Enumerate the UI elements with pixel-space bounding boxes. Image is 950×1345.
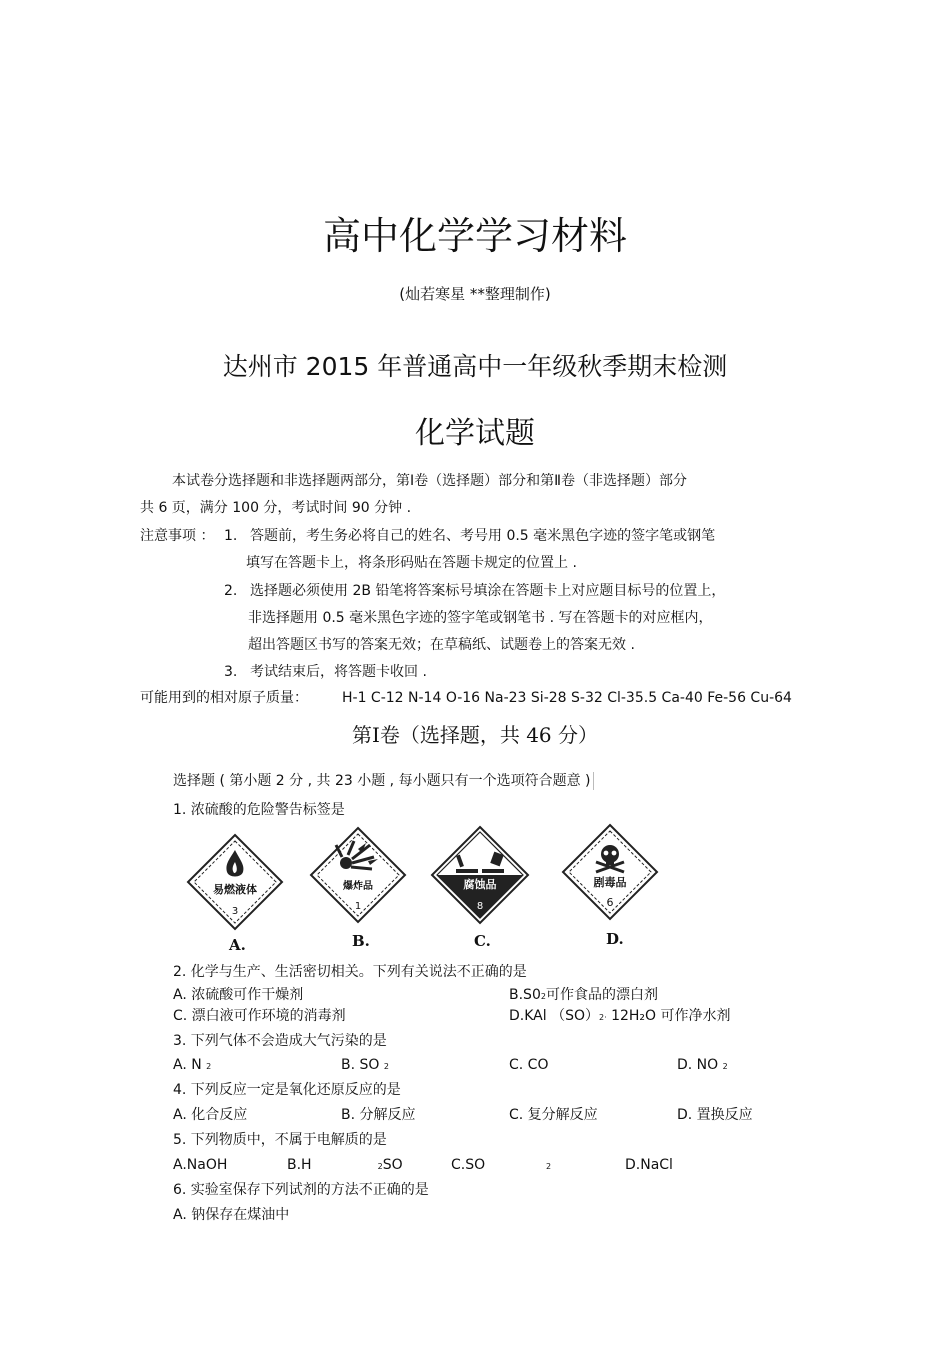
note-2-line-a: 选择题必须使用 2B 铅笔将答案标号填涂在答题卡上对应题目标号的位置上， (250, 583, 726, 599)
note-2-line-c: 超出答题区书写的答案无效；在草稿纸、试题卷上的答案无效 . (248, 637, 635, 653)
q1-option-c-text: 腐蚀品 (463, 878, 497, 891)
notes-label: 注意事项 ： (140, 528, 215, 544)
q3-option-a (173, 1056, 211, 1076)
q2-option-d-sub: 2· (599, 1013, 607, 1022)
q3-option-a-sub: 2 (206, 1062, 212, 1071)
q1-option-d-letter: D. (606, 930, 624, 948)
intro-line-2: 共 6 页，满分 100 分，考试时间 90 分钟 . (140, 500, 412, 516)
q3-option-d-pre: D. NO (677, 1057, 719, 1073)
q2-option-d-post: 12H₂O 可作净水剂 (606, 1008, 731, 1024)
q2-option-b-sub: 2 (540, 992, 546, 1001)
q5-stem: 5. 下列物质中，不属于电解质的是 (173, 1132, 387, 1148)
q5-option-c: C.SO (451, 1157, 486, 1173)
section-instructions: 选择题 ( 第小题 2 分 , 共 23 小题 , 每小题只有一个选项符合题意 ) (173, 772, 594, 790)
q4-option-d: D. 置换反应 (677, 1107, 753, 1123)
note-2-line-b: 非选择题用 0.5 毫米黑色字迹的签字笔或钢笔书 . 写在答题卡的对应框内， (248, 610, 713, 626)
q1-option-c-label (430, 825, 530, 925)
q3-stem: 3. 下列气体不会造成大气污染的是 (173, 1033, 387, 1049)
q1-stem: 1. 浓硫酸的危险警告标签是 (173, 802, 345, 818)
subject-title: 化学试题 (415, 416, 535, 451)
q5-option-a: A.NaOH (173, 1157, 228, 1173)
q5-option-b (287, 1156, 403, 1176)
atomic-masses-values: H-1 C-12 N-14 O-16 Na-23 Si-28 S-32 Cl-35.5 Ca-40 Fe-56 Cu-64 (342, 690, 792, 706)
note-3-line-a: 考试结束后，将答题卡收回 . (250, 664, 427, 680)
q5-option-d: D.NaCl (625, 1157, 673, 1173)
q5-option-b-pre: B.H (287, 1157, 312, 1173)
q1-option-b-label (308, 825, 408, 925)
q1-option-d-label (560, 822, 660, 922)
q2-option-b-post: 可作食品的漂白剂 (545, 987, 658, 1003)
q2-option-d (509, 1007, 731, 1027)
q1-option-a-letter: A. (229, 936, 246, 954)
q4-option-c: C. 复分解反应 (509, 1107, 598, 1123)
q1-option-a-label (185, 832, 285, 932)
q2-option-b-pre: B.S0 (509, 987, 541, 1003)
q5-option-b-sub: 2 (377, 1162, 383, 1171)
q4-stem: 4. 下列反应一定是氧化还原反应的是 (173, 1082, 401, 1098)
section-title: 第Ⅰ卷（选择题，共 46 分） (351, 723, 599, 747)
q4-option-a: A. 化合反应 (173, 1107, 248, 1123)
q6-stem: 6. 实验室保存下列试剂的方法不正确的是 (173, 1182, 429, 1198)
q2-option-a: A. 浓硫酸可作干燥剂 (173, 987, 304, 1003)
q1-option-d-num: 6 (606, 896, 614, 909)
q1-option-b-num: 1 (354, 901, 362, 912)
q4-option-b: B. 分解反应 (341, 1107, 416, 1123)
q2-option-c: C. 漂白液可作环境的消毒剂 (173, 1008, 346, 1024)
q5-option-b-post: SO (382, 1157, 403, 1173)
q6-option-a: A. 钠保存在煤油中 (173, 1207, 290, 1223)
q2-option-d-pre: D.KAl （SO） (509, 1008, 599, 1024)
q3-option-b (341, 1056, 389, 1076)
note-2-number: 2. (224, 583, 238, 599)
q2-stem: 2. 化学与生产、生活密切相关。下列有关说法不正确的是 (173, 964, 527, 980)
q3-option-a-pre: A. N (173, 1057, 202, 1073)
note-1-line-b: 填写在答题卡上，将条形码贴在答题卡规定的位置上 . (246, 555, 577, 571)
q1-option-c-num: 8 (476, 901, 484, 912)
main-title: 高中化学学习材料 (322, 214, 627, 258)
q3-option-b-sub: 2 (383, 1062, 389, 1071)
exam-title: 达州市 2015 年普通高中一年级秋季期末检测 (222, 352, 728, 381)
q3-option-c: C. CO (509, 1057, 549, 1073)
note-3-number: 3. (224, 664, 238, 680)
note-1-line-a: 答题前，考生务必将自己的姓名、考号用 0.5 毫米黑色字迹的签字笔或钢笔 (250, 528, 716, 544)
q1-option-a-num: 3 (231, 906, 239, 917)
note-1-number: 1. (224, 528, 238, 544)
intro-line-1: 本试卷分选择题和非选择题两部分，第Ⅰ卷（选择题）部分和第Ⅱ卷（非选择题）部分 (172, 473, 688, 489)
q2-option-b (509, 986, 658, 1006)
q3-option-b-pre: B. SO (341, 1057, 380, 1073)
q3-option-d (677, 1056, 728, 1076)
atomic-masses-label: 可能用到的相对原子质量： (140, 690, 308, 706)
q1-option-a-text: 易燃液体 (213, 883, 257, 896)
q1-option-d-text: 剧毒品 (593, 876, 627, 889)
q3-option-d-sub: 2 (722, 1062, 728, 1071)
q5-option-c-sub: 2 (546, 1162, 552, 1171)
q1-option-c-letter: C. (474, 932, 491, 950)
q1-option-b-letter: B. (352, 932, 370, 950)
q1-option-b-text: 爆炸品 (343, 881, 373, 892)
credit-line: (灿若寒星 **整理制作) (399, 285, 551, 303)
